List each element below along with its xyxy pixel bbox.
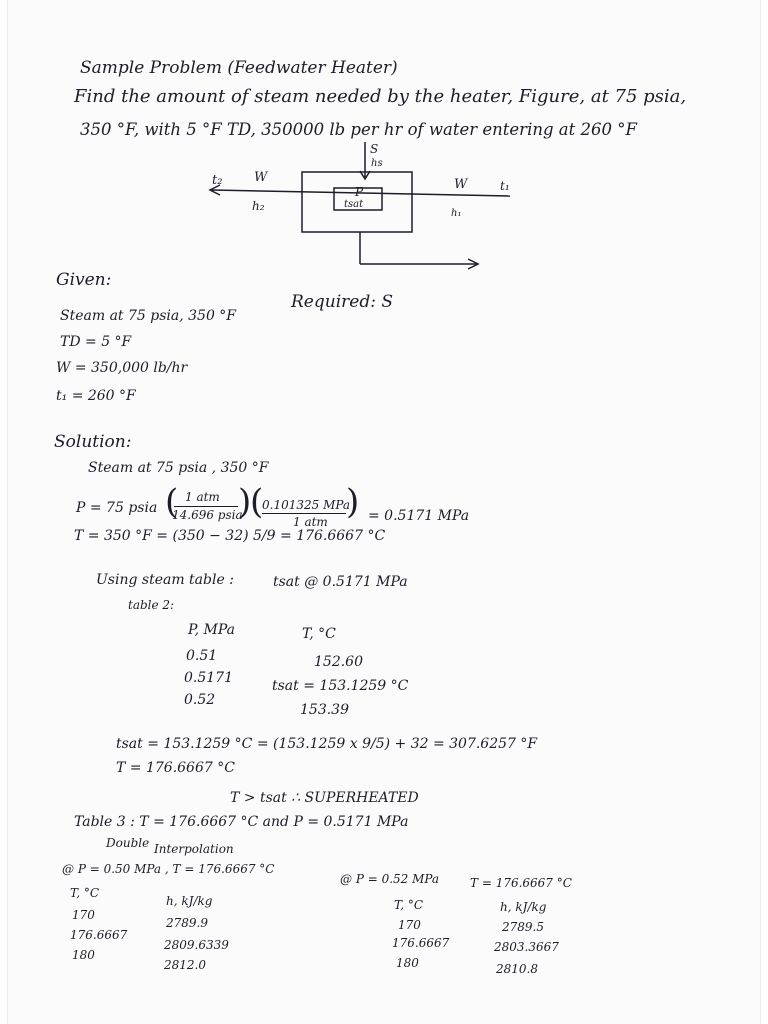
frac1-denominator: 14.696 psia — [172, 508, 243, 522]
right-t-row-2: 176.6667 — [392, 936, 450, 950]
fig-hs-label: hs — [371, 158, 383, 169]
given-td: TD = 5 °F — [60, 334, 132, 350]
using-steam-table: Using steam table : — [96, 572, 234, 588]
problem-statement-line-1: Find the amount of steam needed by the heater, Figure, at 75 psia, — [74, 86, 687, 107]
superheated-conclusion: T > tsat ∴ SUPERHEATED — [230, 790, 419, 806]
required: Required: S — [291, 292, 393, 312]
table-3-line: Table 3 : T = 176.6667 °C and P = 0.5171 MPa — [74, 814, 409, 830]
paren-close-2: ) — [346, 482, 360, 522]
frac2-bar — [262, 513, 346, 514]
right-col-t: T, °C — [394, 898, 424, 912]
frac2-numerator: 0.101325 MPa — [262, 498, 351, 512]
fig-t1-label: t₁ — [500, 179, 510, 193]
given-w: W = 350,000 lb/hr — [56, 360, 188, 376]
p-conversion-prefix: P = 75 psia — [76, 500, 158, 516]
left-t-row-3: 180 — [72, 948, 95, 962]
fig-t2-label: t₂ — [212, 173, 223, 188]
paren-open-1: ( — [165, 482, 179, 522]
left-t-row-2: 176.6667 — [70, 928, 128, 942]
paren-close-1: ) — [238, 482, 252, 522]
p-result: = 0.5171 MPa — [368, 508, 470, 524]
right-col-h: h, kJ/kg — [500, 900, 547, 914]
right-h-row-2: 2803.3667 — [494, 940, 559, 954]
left-col-h: h, kJ/kg — [166, 894, 213, 908]
problem-statement-line-2: 350 °F, with 5 °F TD, 350000 lb per hr of water entering at 260 °F — [80, 120, 637, 139]
table2-p3: 0.52 — [184, 692, 216, 708]
fig-h2-label: h₂ — [252, 199, 265, 213]
given-heading: Given: — [56, 270, 112, 290]
right-table-heading-t: T = 176.6667 °C — [470, 876, 572, 890]
right-h-row-1: 2789.5 — [502, 920, 544, 934]
using-tsat: tsat @ 0.5171 MPa — [273, 574, 408, 590]
fig-w-left-label: W — [254, 170, 268, 185]
fig-s-label: S — [370, 142, 379, 156]
frac1-numerator: 1 atm — [185, 490, 220, 504]
fig-w-right-label: W — [454, 177, 468, 192]
paren-open-2: ( — [250, 482, 264, 522]
fig-h1-label: h₁ — [451, 208, 462, 219]
table2-col-t: T, °C — [302, 626, 336, 642]
table-2-label: table 2: — [128, 598, 175, 612]
t-celsius: T = 176.6667 °C — [116, 760, 235, 776]
heater-diagram — [198, 138, 528, 276]
solution-steam: Steam at 75 psia , 350 °F — [88, 460, 269, 476]
frac2-denominator: 1 atm — [293, 515, 328, 529]
t-conversion: T = 350 °F = (350 − 32) 5/9 = 176.6667 °C — [74, 528, 386, 544]
left-h-row-2: 2809.6339 — [164, 938, 229, 952]
table2-p2: 0.5171 — [184, 670, 233, 686]
fig-tsat-label: tsat — [344, 199, 364, 210]
left-h-row-3: 2812.0 — [164, 958, 206, 972]
given-t1: t₁ = 260 °F — [56, 388, 136, 404]
notebook-page — [8, 0, 760, 1024]
given-steam: Steam at 75 psia, 350 °F — [60, 308, 237, 324]
table2-t2: tsat = 153.1259 °C — [272, 678, 409, 694]
fig-p-label: P — [355, 185, 364, 199]
left-t-row-1: 170 — [72, 908, 95, 922]
problem-title: Sample Problem (Feedwater Heater) — [80, 58, 398, 78]
right-h-row-3: 2810.8 — [496, 962, 538, 976]
double-label: Double — [106, 836, 150, 850]
right-t-row-3: 180 — [396, 956, 419, 970]
left-table-heading: @ P = 0.50 MPa , T = 176.6667 °C — [62, 862, 275, 876]
solution-heading: Solution: — [54, 432, 132, 452]
left-col-t: T, °C — [70, 886, 100, 900]
table2-col-p: P, MPa — [188, 622, 235, 638]
right-t-row-1: 170 — [398, 918, 421, 932]
table2-t1: 152.60 — [314, 654, 363, 670]
tsat-conversion: tsat = 153.1259 °C = (153.1259 x 9/5) + 32 = 307.6257 °F — [116, 736, 538, 752]
table2-p1: 0.51 — [186, 648, 218, 664]
table2-t3: 153.39 — [300, 702, 349, 718]
frac1-bar — [174, 506, 238, 507]
left-h-row-1: 2789.9 — [166, 916, 208, 930]
interpolation-label: Interpolation — [154, 842, 234, 856]
right-table-heading-p: @ P = 0.52 MPa — [340, 872, 440, 886]
